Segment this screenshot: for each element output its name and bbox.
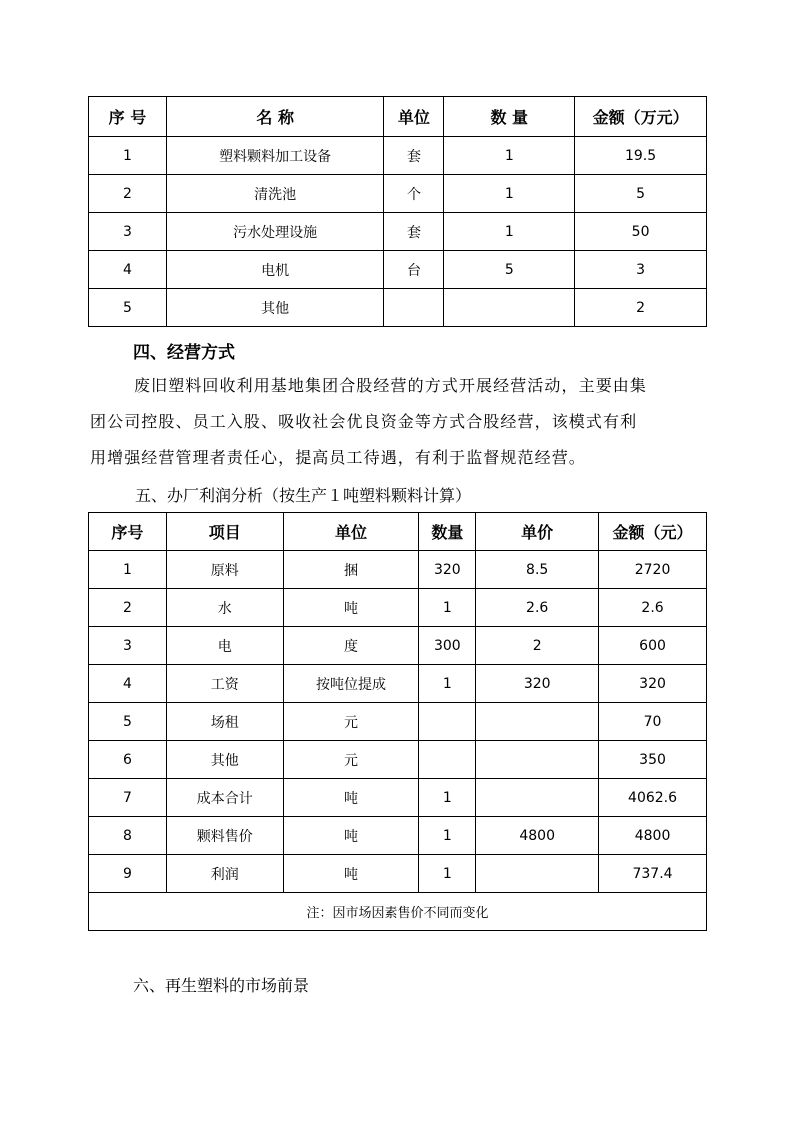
- table-cell: 个: [384, 175, 444, 213]
- table-note-row: [89, 893, 707, 931]
- section-heading-4: 四、经营方式: [133, 343, 235, 363]
- table-cell: 350: [599, 741, 707, 779]
- header-cell: 单价: [476, 513, 599, 551]
- table-row: [89, 703, 707, 741]
- table-cell: 4800: [476, 817, 599, 855]
- table-cell: 1: [419, 779, 476, 817]
- table-header-row: [89, 97, 707, 137]
- table-cell: 电: [166, 627, 283, 665]
- table-cell: 颗料售价: [166, 817, 283, 855]
- table-cell: 70: [599, 703, 707, 741]
- table-cell: 7: [89, 779, 167, 817]
- table-row: [89, 817, 707, 855]
- table-cell: 4: [89, 251, 167, 289]
- table-cell: 元: [283, 741, 419, 779]
- table-cell: 4: [89, 665, 167, 703]
- paragraph-line: 团公司控股、员工入股、吸收社会优良资金等方式合股经营，该模式有利: [90, 412, 638, 431]
- table-cell: 320: [476, 665, 599, 703]
- table-cell: 吨: [283, 779, 419, 817]
- table-cell: 1: [89, 551, 167, 589]
- header-cell: 金额（元）: [599, 513, 707, 551]
- table-row: [89, 589, 707, 627]
- paragraph-line: 用增强经营管理者责任心，提高员工待遇，有利于监督规范经营。: [90, 448, 586, 467]
- table-cell: 吨: [283, 589, 419, 627]
- table-cell: 其他: [166, 741, 283, 779]
- table-row: [89, 289, 707, 327]
- table-note: 注：因市场因素售价不同而变化: [89, 893, 707, 931]
- table-cell: 2: [89, 589, 167, 627]
- table-cell: 3: [89, 627, 167, 665]
- header-cell: 序号: [89, 513, 167, 551]
- table-cell: 1: [419, 665, 476, 703]
- table-cell: 1: [419, 817, 476, 855]
- table-cell: 捆: [283, 551, 419, 589]
- table-cell: [384, 289, 444, 327]
- table-cell: 320: [419, 551, 476, 589]
- profit-analysis-table: [88, 512, 707, 931]
- table-cell: 2720: [599, 551, 707, 589]
- table-cell: 8: [89, 817, 167, 855]
- table-row: [89, 855, 707, 893]
- table-cell: 成本合计: [166, 779, 283, 817]
- table-row: [89, 627, 707, 665]
- paragraph-line: 废旧塑料回收利用基地集团合股经营的方式开展经营活动，主要由集: [134, 376, 648, 395]
- table-cell: 50: [575, 213, 707, 251]
- table-cell: 按吨位提成: [283, 665, 419, 703]
- table-cell: 2.6: [476, 589, 599, 627]
- table-cell: 6: [89, 741, 167, 779]
- table-cell: 原料: [166, 551, 283, 589]
- table-cell: 1: [444, 137, 575, 175]
- table-cell: 吨: [283, 817, 419, 855]
- table-cell: [476, 855, 599, 893]
- table-cell: 2: [89, 175, 167, 213]
- table-cell: 套: [384, 213, 444, 251]
- table-cell: 300: [419, 627, 476, 665]
- header-cell: 数 量: [444, 97, 575, 137]
- table-cell: 污水处理设施: [166, 213, 384, 251]
- table-cell: [476, 741, 599, 779]
- table-cell: 台: [384, 251, 444, 289]
- header-cell: 金额（万元）: [575, 97, 707, 137]
- table-cell: 1: [419, 589, 476, 627]
- table-cell: 8.5: [476, 551, 599, 589]
- header-cell: 单位: [283, 513, 419, 551]
- table-cell: [476, 779, 599, 817]
- table-cell: 5: [575, 175, 707, 213]
- table-row: [89, 779, 707, 817]
- table-cell: 1: [444, 213, 575, 251]
- equipment-table: [88, 96, 707, 327]
- table-cell: 2: [476, 627, 599, 665]
- table-cell: 3: [89, 213, 167, 251]
- table-cell: 4800: [599, 817, 707, 855]
- table-cell: 1: [444, 175, 575, 213]
- table-cell: 9: [89, 855, 167, 893]
- table-cell: 5: [89, 703, 167, 741]
- table-cell: 吨: [283, 855, 419, 893]
- section-4-paragraph: [90, 368, 705, 476]
- table-cell: 清洗池: [166, 175, 384, 213]
- section-heading-6: 六、再生塑料的市场前景: [133, 976, 310, 995]
- table-cell: 1: [419, 855, 476, 893]
- table-cell: 电机: [166, 251, 384, 289]
- table-cell: 320: [599, 665, 707, 703]
- table-row: [89, 175, 707, 213]
- table-cell: 600: [599, 627, 707, 665]
- table-row: [89, 551, 707, 589]
- table-cell: 2: [575, 289, 707, 327]
- table-cell: 元: [283, 703, 419, 741]
- section-heading-5: 五、办厂利润分析（按生产１吨塑料颗料计算）: [135, 486, 472, 505]
- table-row: [89, 741, 707, 779]
- table-cell: 4062.6: [599, 779, 707, 817]
- table-cell: 度: [283, 627, 419, 665]
- header-cell: 单位: [384, 97, 444, 137]
- table-cell: [444, 289, 575, 327]
- header-cell: 数量: [419, 513, 476, 551]
- header-cell: 名 称: [166, 97, 384, 137]
- table-cell: 1: [89, 137, 167, 175]
- table-row: [89, 665, 707, 703]
- table-cell: 利润: [166, 855, 283, 893]
- header-cell: 项目: [166, 513, 283, 551]
- table-cell: 其他: [166, 289, 384, 327]
- table-cell: 5: [444, 251, 575, 289]
- table-row: [89, 213, 707, 251]
- table-cell: 2.6: [599, 589, 707, 627]
- header-cell: 序 号: [89, 97, 167, 137]
- table-row: [89, 137, 707, 175]
- table-header-row: [89, 513, 707, 551]
- table-cell: [476, 703, 599, 741]
- table-cell: 工资: [166, 665, 283, 703]
- table-row: [89, 251, 707, 289]
- table-cell: 套: [384, 137, 444, 175]
- table-cell: 5: [89, 289, 167, 327]
- table-cell: 737.4: [599, 855, 707, 893]
- table-cell: 19.5: [575, 137, 707, 175]
- table-cell: 3: [575, 251, 707, 289]
- table-cell: 水: [166, 589, 283, 627]
- table-cell: 塑料颗料加工设备: [166, 137, 384, 175]
- table-cell: [419, 703, 476, 741]
- table-cell: 场租: [166, 703, 283, 741]
- table-cell: [419, 741, 476, 779]
